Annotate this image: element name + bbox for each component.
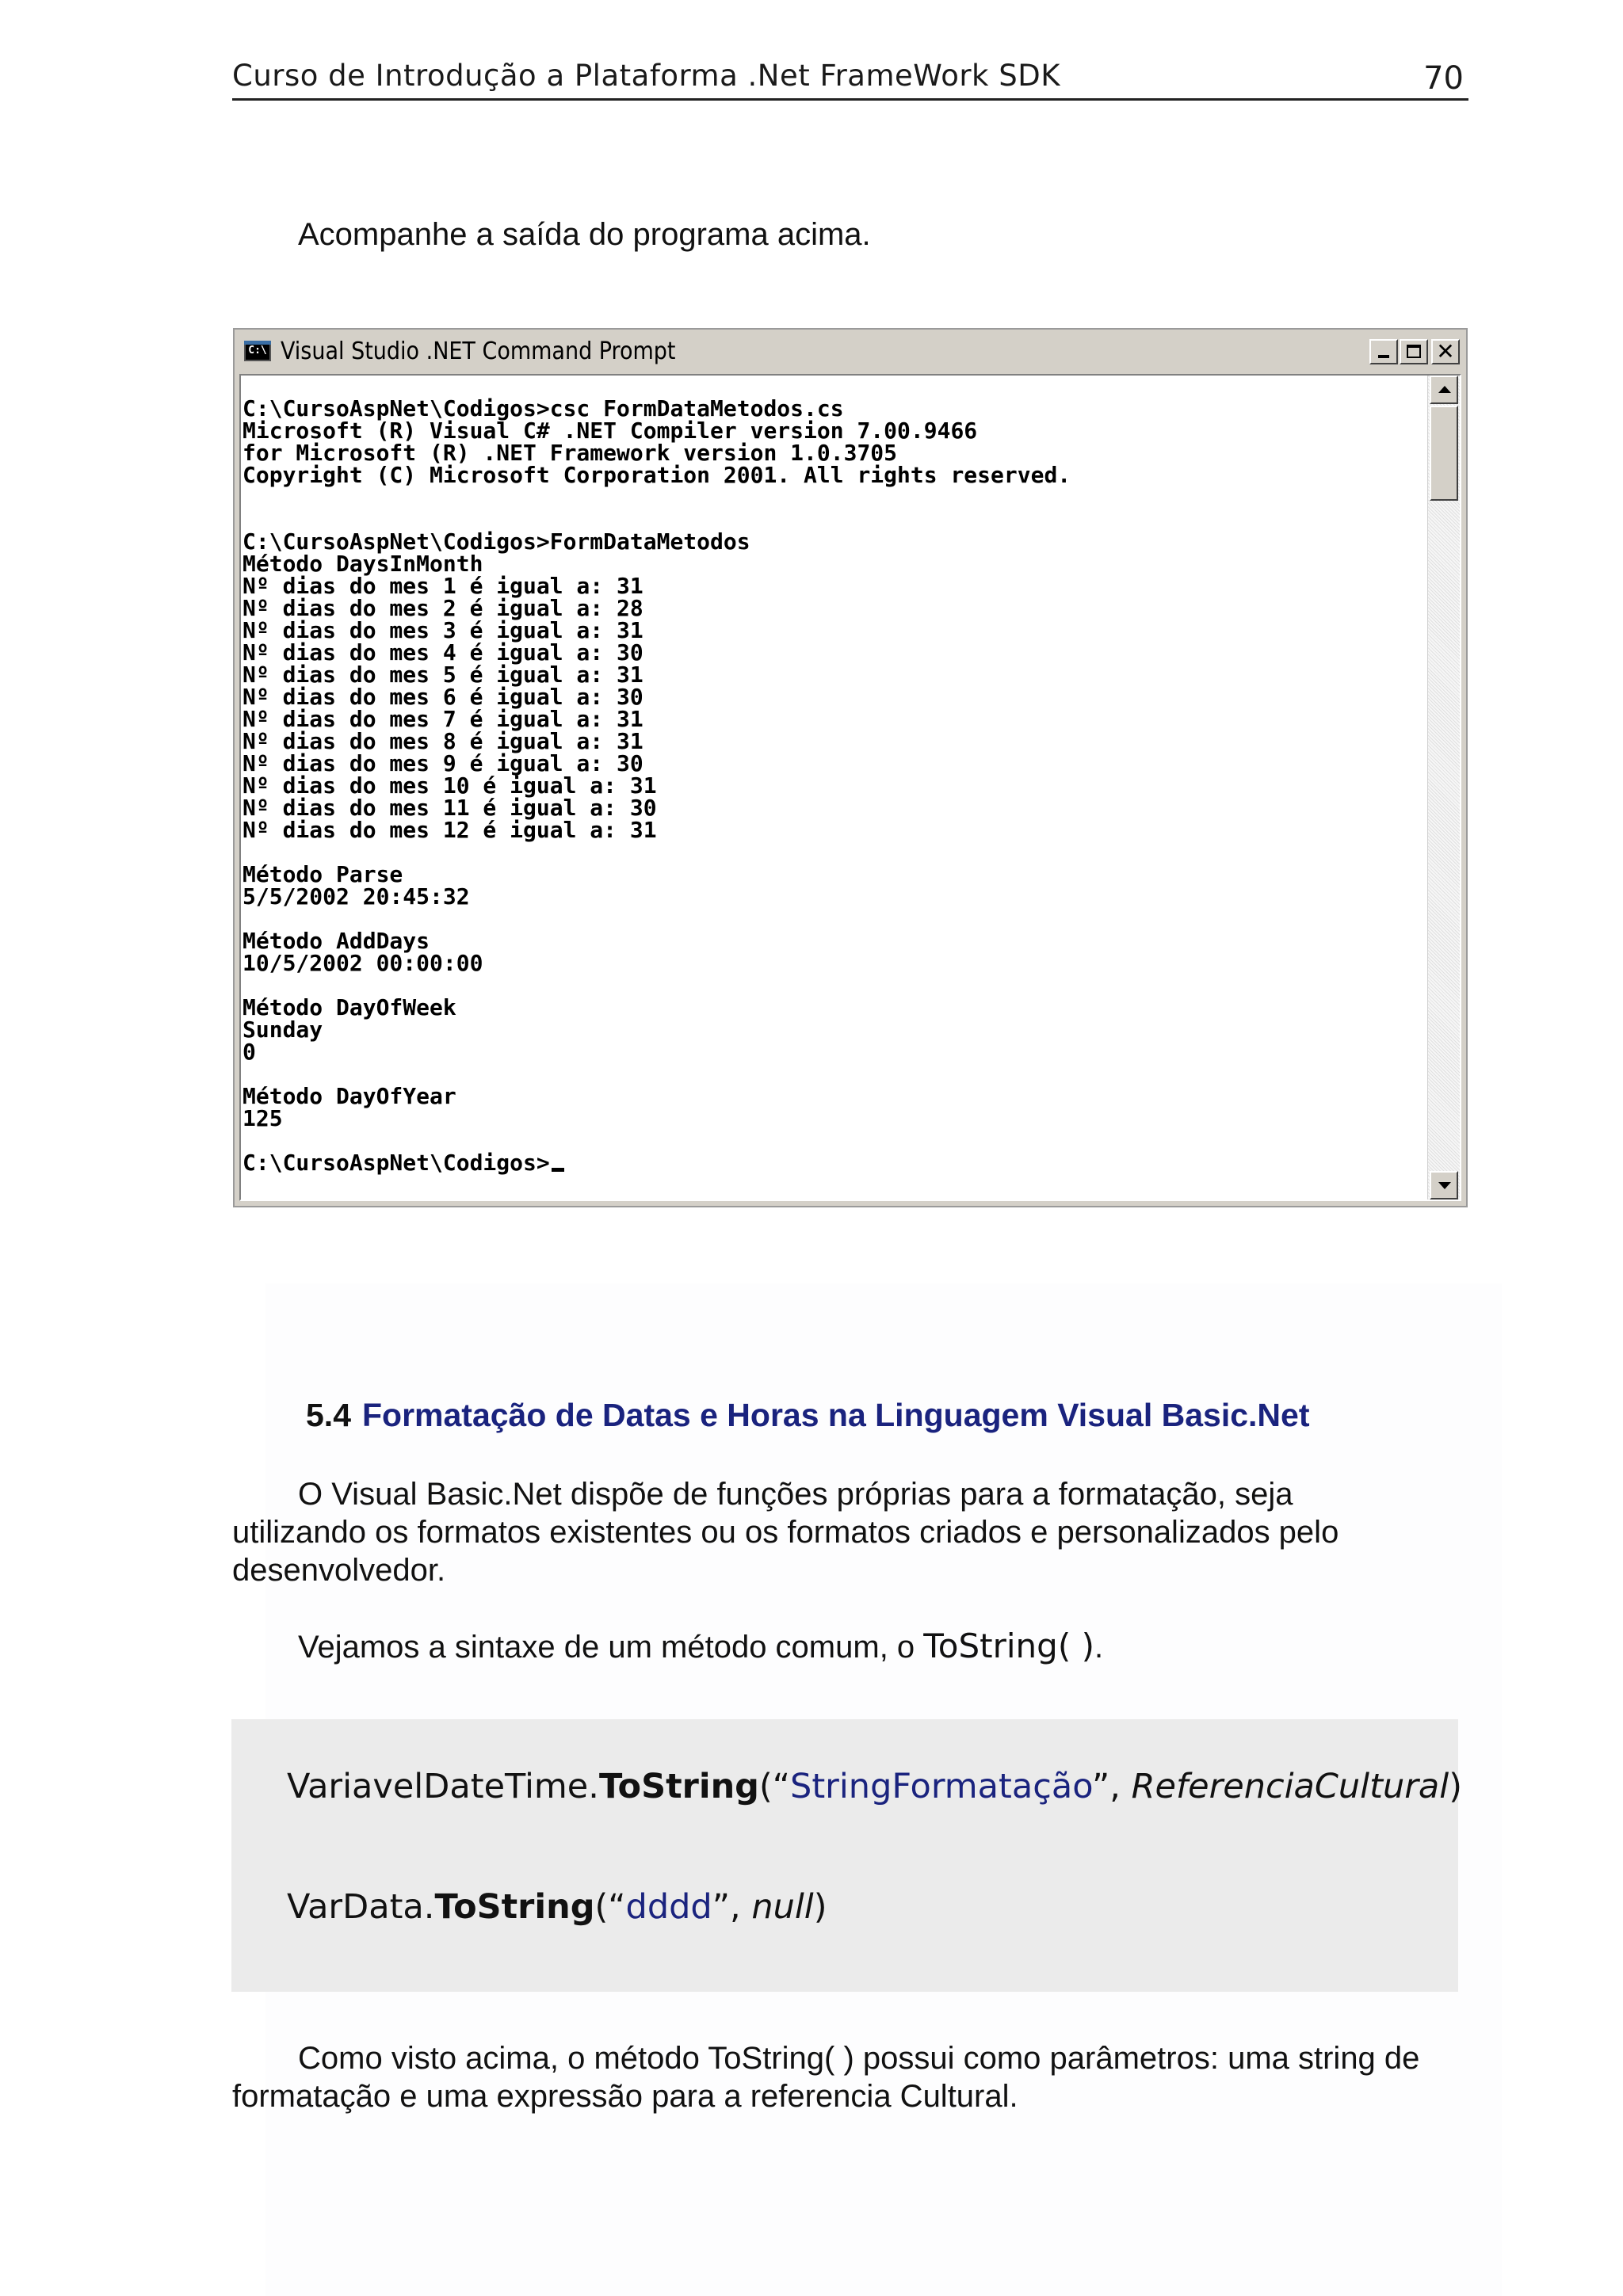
header-title: Curso de Introdução a Plataforma .Net FrameWork SDK bbox=[232, 59, 1060, 93]
code-close-paren: ) bbox=[813, 1887, 827, 1927]
console-line: Método AddDays bbox=[242, 928, 430, 954]
code-separator: ”, bbox=[712, 1887, 752, 1927]
console-line: 0 bbox=[242, 1039, 256, 1065]
scroll-down-button[interactable] bbox=[1430, 1171, 1458, 1199]
console-line bbox=[242, 908, 1431, 930]
close-button[interactable] bbox=[1431, 339, 1460, 364]
console-line: C:\CursoAspNet\Codigos>FormDataMetodos bbox=[242, 528, 750, 555]
console-line: Nº dias do mes 6 é igual a: 30 bbox=[242, 684, 643, 710]
console-line bbox=[242, 509, 1431, 531]
code-param: null bbox=[751, 1887, 814, 1927]
console-line bbox=[242, 1130, 1431, 1152]
code-close-paren: ) bbox=[1449, 1767, 1462, 1806]
console-output bbox=[242, 395, 1431, 1176]
console-line: Sunday bbox=[242, 1016, 323, 1043]
page-header bbox=[232, 57, 1468, 101]
maximize-button[interactable] bbox=[1400, 339, 1428, 364]
console-line: Método DayOfYear bbox=[242, 1083, 456, 1109]
code-object: VariavelDateTime. bbox=[287, 1767, 599, 1806]
console-titlebar[interactable] bbox=[238, 333, 1463, 369]
vertical-scrollbar[interactable] bbox=[1427, 376, 1460, 1199]
code-open-paren: (“ bbox=[758, 1767, 791, 1806]
console-line: Método DaysInMonth bbox=[242, 551, 483, 577]
console-line: 10/5/2002 00:00:00 bbox=[242, 950, 483, 976]
console-line: Nº dias do mes 4 é igual a: 30 bbox=[242, 639, 643, 666]
console-line bbox=[242, 1063, 1431, 1085]
console-line bbox=[242, 974, 1431, 997]
console-line: Microsoft (R) Visual C# .NET Compiler version 7.00.9466 bbox=[242, 418, 978, 444]
console-line: Nº dias do mes 2 é igual a: 28 bbox=[242, 595, 643, 621]
paragraph-1-line-3: desenvolvedor. bbox=[232, 1553, 446, 1588]
section-heading bbox=[306, 1397, 1310, 1434]
code-example-box bbox=[231, 1719, 1462, 1992]
code-open-paren: (“ bbox=[594, 1887, 626, 1927]
console-line: 125 bbox=[242, 1105, 283, 1131]
page-number: 70 bbox=[1423, 60, 1464, 97]
console-line: Nº dias do mes 1 é igual a: 31 bbox=[242, 573, 643, 599]
code-method: ToString bbox=[434, 1887, 595, 1927]
console-line: Método DayOfWeek bbox=[242, 994, 456, 1020]
paragraph-3-line-2: formatação e uma expressão para a referencia Cultural. bbox=[232, 2079, 1018, 2114]
code-object: VarData. bbox=[287, 1887, 435, 1927]
paragraph-2-prefix: Vejamos a sintaxe de um método comum, o bbox=[298, 1630, 924, 1665]
console-line: 5/5/2002 20:45:32 bbox=[242, 883, 470, 910]
console-line: C:\CursoAspNet\Codigos>csc FormDataMetodos.cs bbox=[242, 395, 844, 421]
paragraph-1-line-2: utilizando os formatos existentes ou os formatos criados e personalizados pelo bbox=[232, 1515, 1339, 1550]
intro-paragraph: Acompanhe a saída do programa acima. bbox=[298, 217, 871, 252]
console-line: Nº dias do mes 7 é igual a: 31 bbox=[242, 706, 643, 732]
close-icon: ✕ bbox=[1436, 338, 1455, 364]
console-line: Nº dias do mes 8 é igual a: 31 bbox=[242, 728, 643, 754]
console-line: for Microsoft (R) .NET Framework version 1.0.3705 bbox=[242, 440, 898, 466]
console-line bbox=[242, 486, 1431, 509]
console-line: Copyright (C) Microsoft Corporation 2001. All rights reserved. bbox=[242, 462, 1071, 488]
scroll-up-button[interactable] bbox=[1430, 376, 1458, 404]
command-prompt-icon: C:\ bbox=[244, 341, 271, 361]
code-param: ReferenciaCultural bbox=[1131, 1767, 1449, 1806]
section-number: 5.4 bbox=[306, 1397, 351, 1433]
code-example-line-1 bbox=[287, 1767, 1462, 1806]
maximize-icon bbox=[1407, 345, 1421, 358]
console-window bbox=[233, 328, 1468, 1207]
code-separator: ”, bbox=[1092, 1767, 1132, 1806]
console-line: Nº dias do mes 5 é igual a: 31 bbox=[242, 662, 643, 688]
arrow-down-icon bbox=[1438, 1182, 1451, 1189]
paragraph-2-suffix: . bbox=[1094, 1630, 1104, 1665]
console-line: Nº dias do mes 11 é igual a: 30 bbox=[242, 795, 657, 821]
minimize-icon bbox=[1378, 355, 1389, 358]
console-window-title: Visual Studio .NET Command Prompt bbox=[281, 338, 676, 365]
code-string: dddd bbox=[625, 1887, 712, 1927]
console-line: Nº dias do mes 12 é igual a: 31 bbox=[242, 817, 657, 843]
scroll-thumb[interactable] bbox=[1430, 406, 1458, 501]
arrow-up-icon bbox=[1438, 386, 1451, 393]
minimize-button[interactable] bbox=[1369, 339, 1398, 364]
code-example-line-2 bbox=[287, 1887, 827, 1927]
paragraph-1-line-1: O Visual Basic.Net dispõe de funções próprias para a formatação, seja bbox=[298, 1477, 1293, 1512]
code-string: StringFormatação bbox=[790, 1767, 1093, 1806]
console-line: Nº dias do mes 10 é igual a: 31 bbox=[242, 772, 657, 799]
console-line bbox=[242, 841, 1431, 864]
console-line: C:\CursoAspNet\Codigos> bbox=[242, 1152, 1431, 1174]
paragraph-3-line-1: Como visto acima, o método ToString( ) possui como parâmetros: uma string de bbox=[298, 2041, 1420, 2076]
console-line: Método Parse bbox=[242, 861, 403, 887]
console-line: Nº dias do mes 3 é igual a: 31 bbox=[242, 617, 643, 643]
text-cursor bbox=[552, 1168, 564, 1172]
code-method: ToString bbox=[598, 1767, 759, 1806]
paragraph-2-code: ToString( ) bbox=[923, 1627, 1094, 1665]
paragraph-2 bbox=[298, 1627, 1103, 1666]
console-line: Nº dias do mes 9 é igual a: 30 bbox=[242, 750, 643, 776]
console-output-area[interactable] bbox=[239, 374, 1461, 1201]
section-title: Formatação de Datas e Horas na Linguagem Visual Basic.Net bbox=[362, 1397, 1310, 1433]
